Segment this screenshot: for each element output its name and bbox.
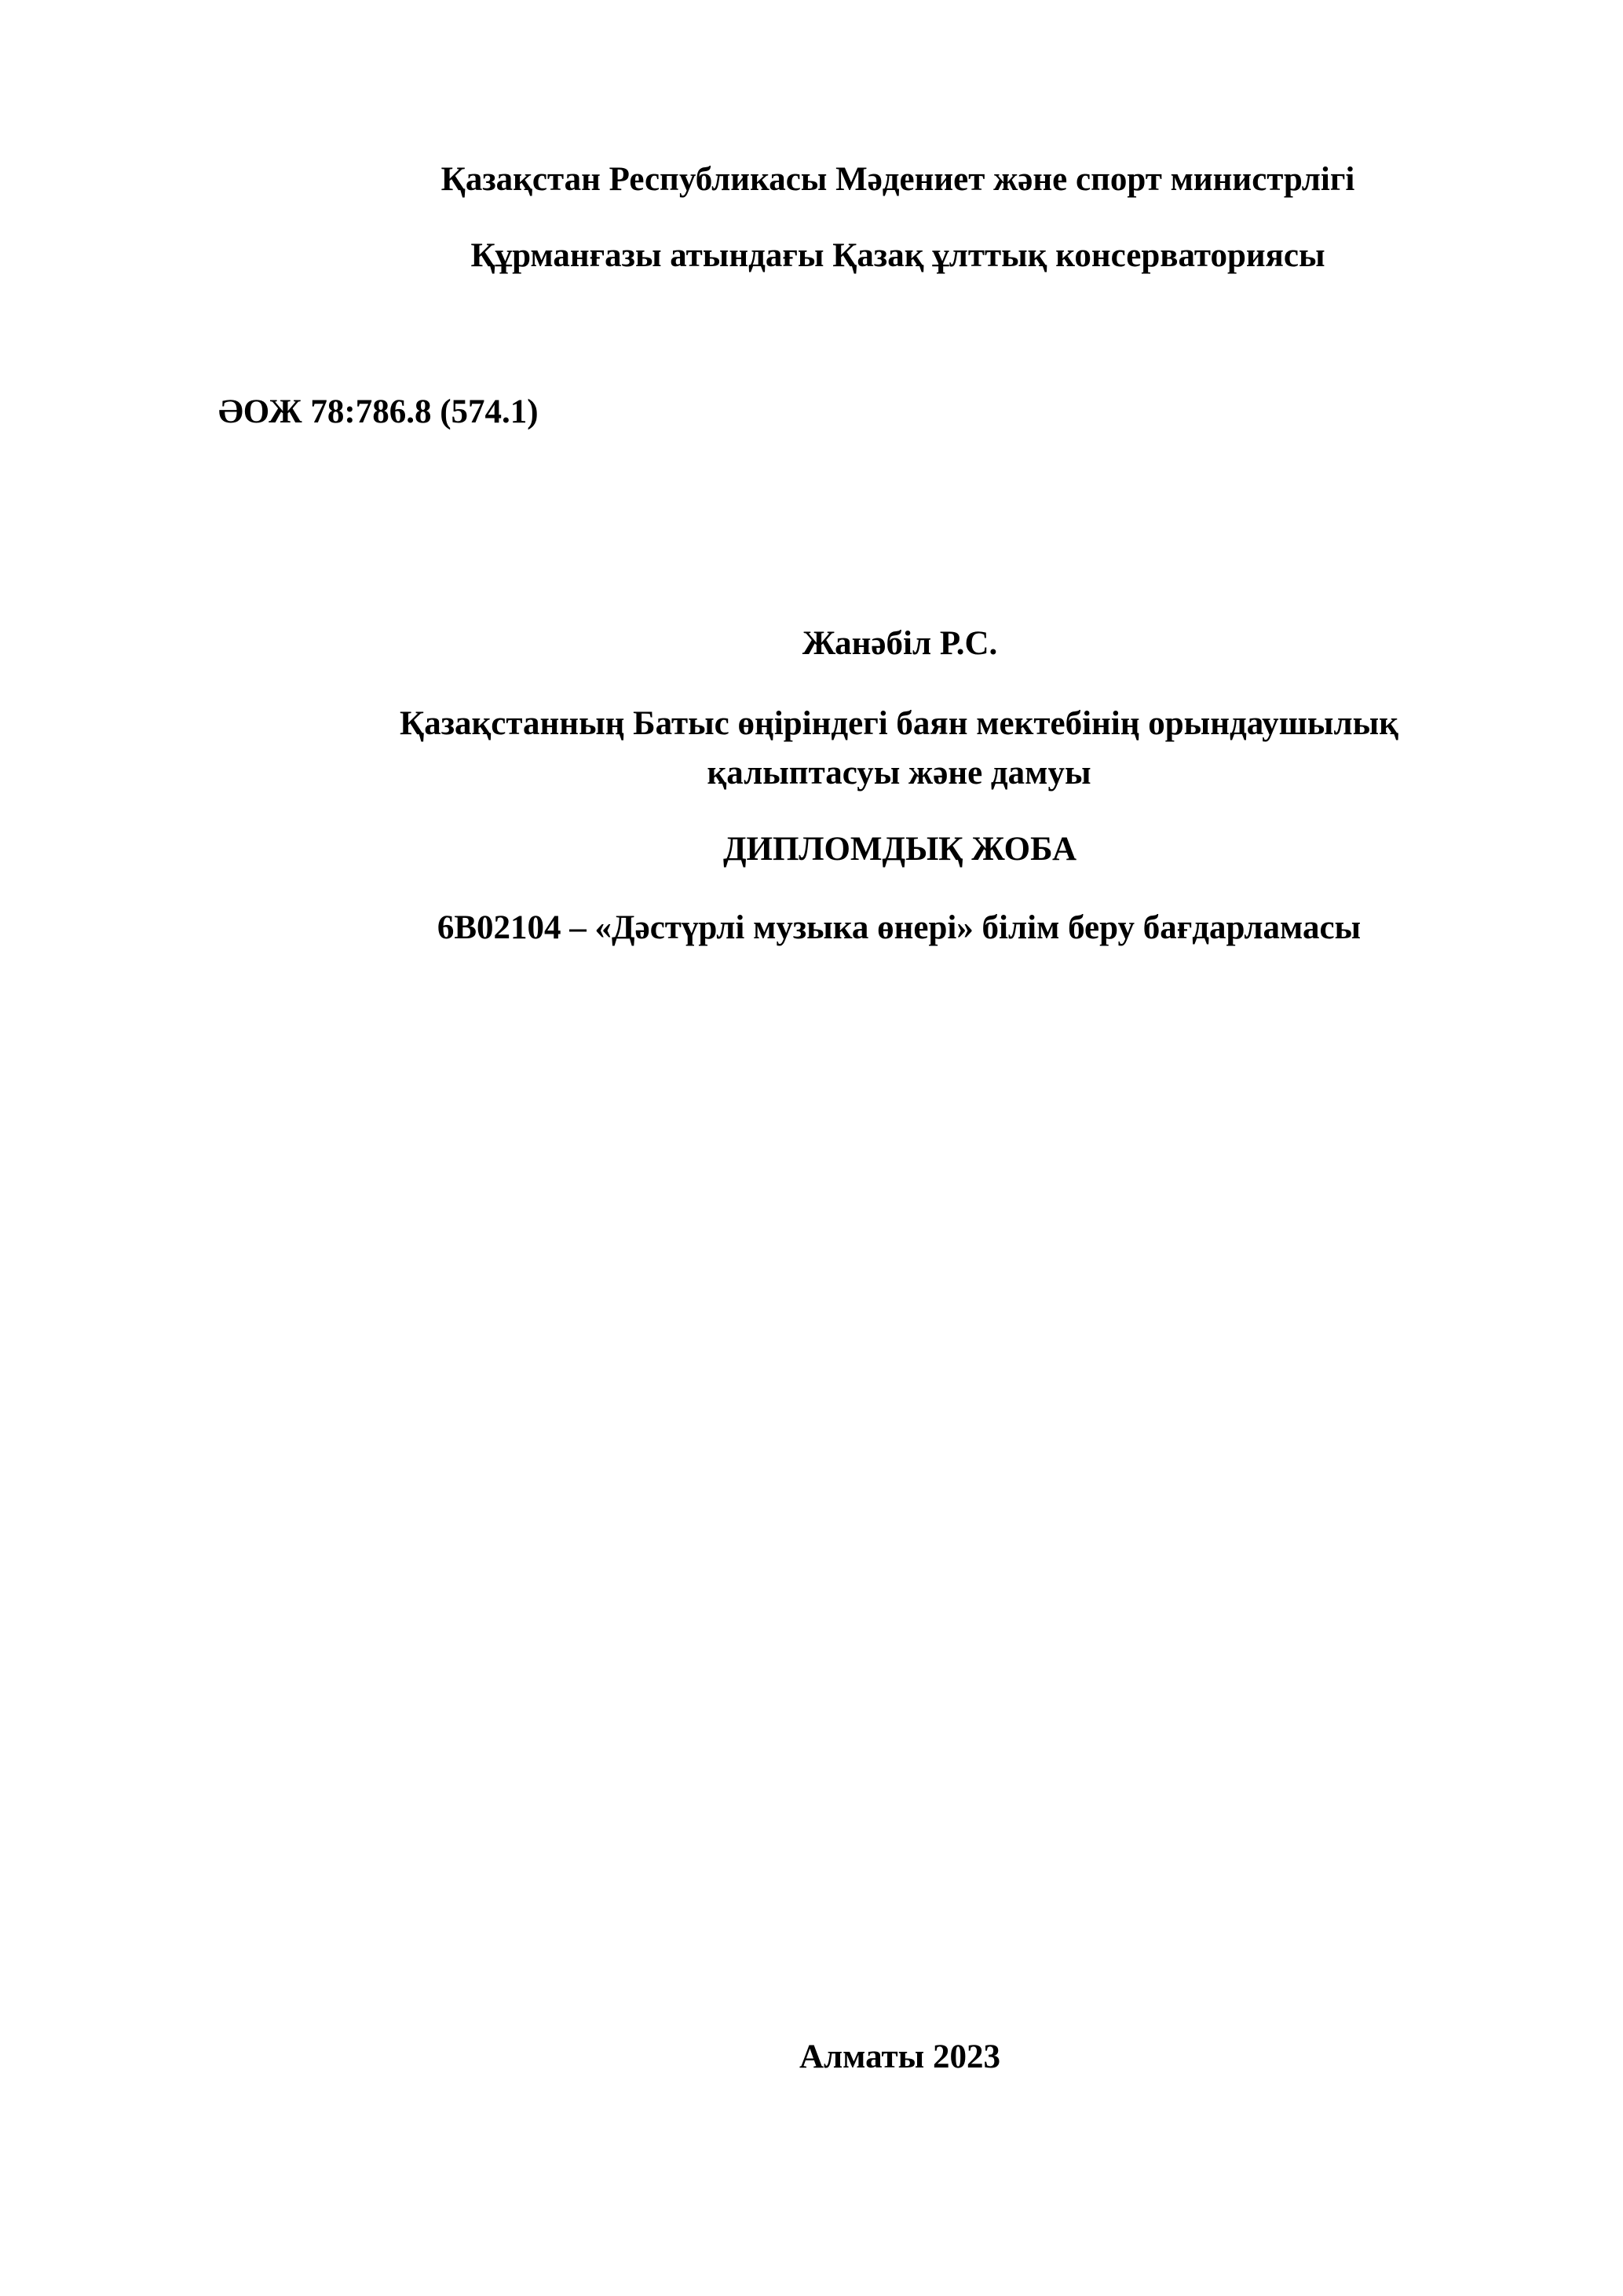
city-and-year: Алматы 2023 [799, 2038, 1000, 2075]
ministry-name: Қазақстан Республикасы Мәдениет және спорт министрлігі [440, 161, 1355, 198]
thesis-title-line-2: қалыптасуы және дамуы [707, 755, 1091, 792]
conservatory-name: Құрманғазы атындағы Қазақ ұлттық консерваториясы [470, 237, 1325, 274]
udc-code: ӘОЖ 78:786.8 (574.1) [218, 393, 539, 430]
document-type: ДИПЛОМДЫҚ ЖОБА [722, 831, 1077, 868]
education-program: 6В02104 – «Дәстүрлі музыка өнері» білім беру бағдарламасы [437, 909, 1362, 946]
thesis-title-line-1: Қазақстанның Батыс өңіріндегі баян мектебінің орындаушылық [400, 705, 1398, 742]
author-name: Жанәбіл Р.С. [802, 625, 998, 662]
